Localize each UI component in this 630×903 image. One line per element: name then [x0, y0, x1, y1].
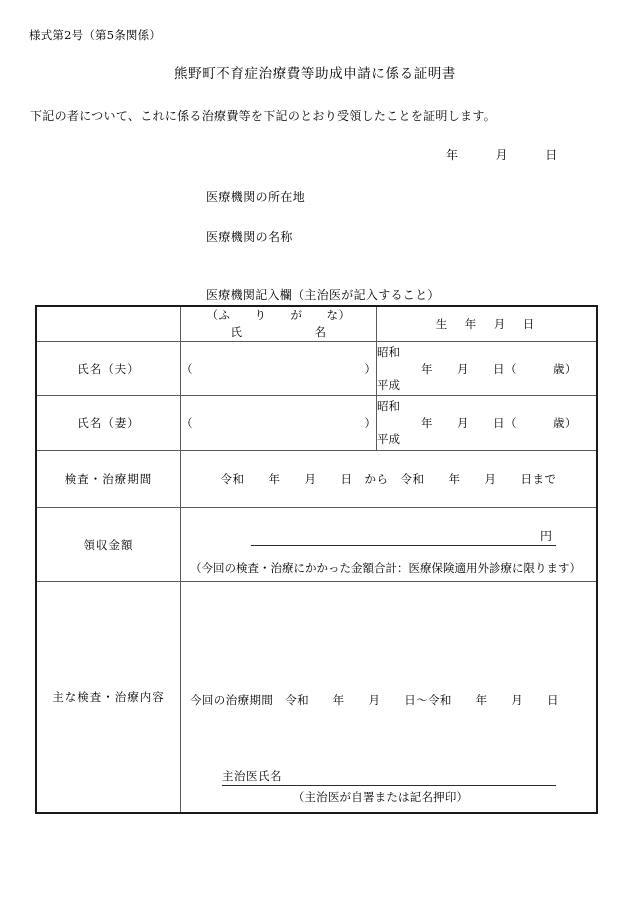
birthdate-fields: 年 月 日（ 歳）	[421, 361, 577, 376]
row-label-period: 検査・治療期間	[37, 451, 181, 508]
table-row-content	[37, 582, 597, 813]
currency-unit-label: 円	[539, 529, 552, 543]
doctor-signature-note: （主治医が自署または記名押印）	[292, 790, 469, 804]
row-label-husband: 氏名（夫）	[37, 342, 181, 396]
treatment-period-text: 今回の治療期間 令和 年 月 日～令和 年 月 日	[190, 693, 559, 707]
paren-close: ）	[364, 361, 376, 376]
row-label-wife: 氏名（妻）	[37, 396, 181, 451]
paren-open: （	[181, 416, 193, 430]
husband-birthdate-field[interactable]	[377, 342, 597, 396]
era-heisei-label: 平成	[377, 377, 400, 392]
amount-underline	[251, 545, 556, 546]
era-heisei-label: 平成	[377, 432, 400, 447]
husband-name-field[interactable]	[181, 342, 377, 396]
institution-address-label: 医療機関の所在地	[206, 190, 306, 204]
table-row	[37, 342, 597, 396]
form-number: 様式第2号（第5条関係）	[29, 28, 162, 42]
era-showa-label: 昭和	[377, 399, 400, 413]
row-label-treatment-content: 主な検査・治療内容	[37, 582, 181, 813]
paren-open: （	[181, 361, 193, 376]
table-row-amount	[37, 508, 597, 582]
paren-close: ）	[364, 416, 376, 430]
table-caption: 医療機関記入欄（主治医が記入すること）	[206, 288, 440, 302]
doctor-signature-block	[181, 768, 596, 805]
birthdate-fields: 年 月 日（ 歳）	[421, 416, 577, 430]
header-name-cell	[181, 307, 377, 342]
medical-institution-table	[36, 306, 597, 813]
era-showa-label: 昭和	[377, 344, 400, 359]
header-birthdate-label: 生 年 月 日	[377, 307, 597, 342]
amount-note: （今回の検査・治療にかかった金額合計：医療保険適用外診療に限ります）	[190, 561, 581, 575]
table-row-period	[37, 451, 597, 508]
table-row	[37, 396, 597, 451]
issue-date-line: 年 月 日	[446, 148, 558, 162]
amount-input-area[interactable]	[181, 508, 596, 560]
amount-cell	[181, 508, 597, 582]
intro-sentence: 下記の者について、これに係る治療費等を下記のとおり受領したことを証明します。	[30, 109, 496, 123]
wife-birthdate-field[interactable]	[377, 396, 597, 451]
header-furigana-label: （ふ り が な）	[206, 308, 351, 323]
treatment-content-cell[interactable]	[181, 582, 597, 813]
table-header-row	[37, 307, 597, 342]
doctor-name-field[interactable]: 主治医氏名	[222, 768, 556, 786]
institution-name-label: 医療機関の名称	[206, 230, 293, 244]
header-name-label: 氏 名	[230, 325, 327, 339]
page-title: 熊野町不育症治療費等助成申請に係る証明書	[174, 66, 456, 82]
period-field[interactable]: 令和 年 月 日 から 令和 年 月 日まで	[181, 451, 597, 508]
wife-name-field[interactable]	[181, 396, 377, 451]
row-label-amount: 領収金額	[37, 508, 181, 582]
header-blank-cell	[37, 307, 181, 342]
